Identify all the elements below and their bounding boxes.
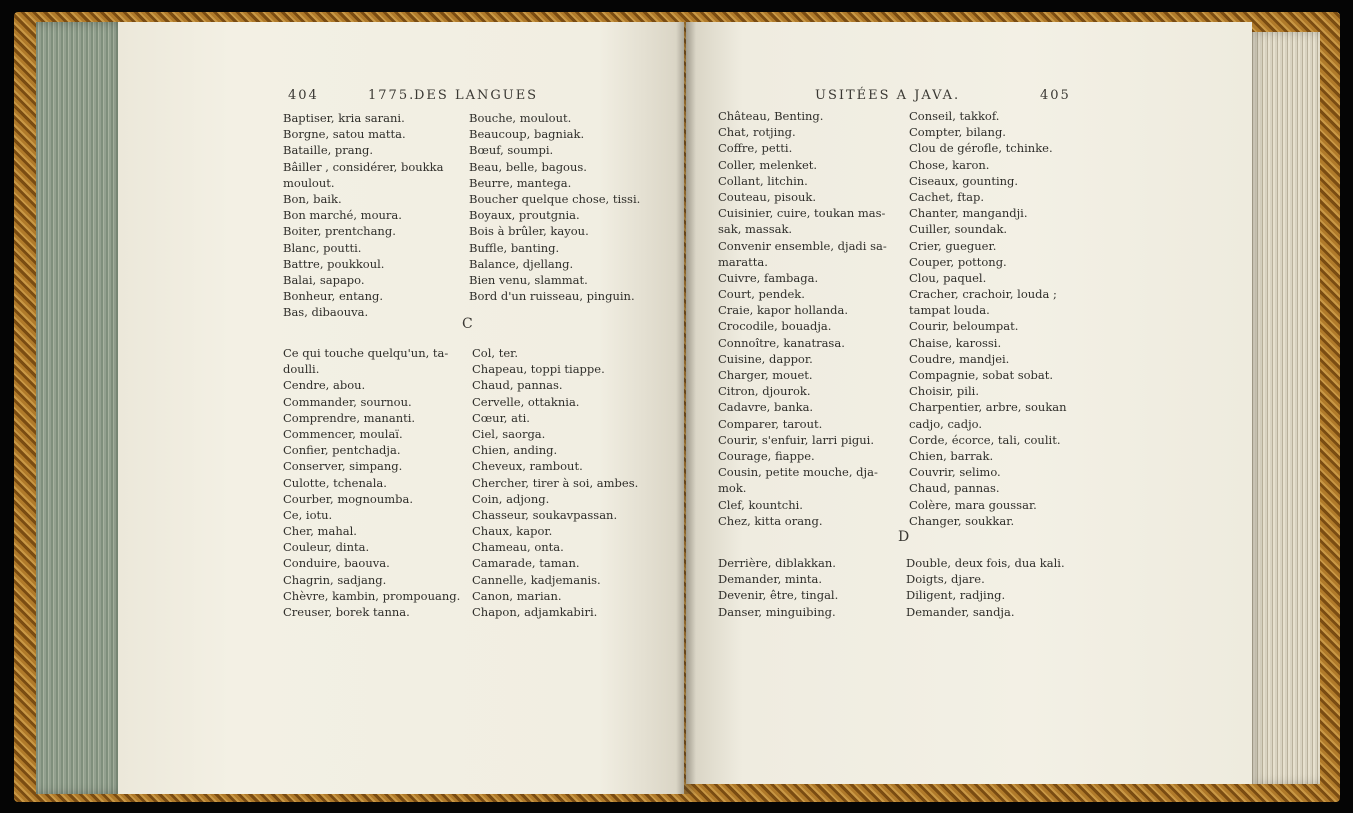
entry-line: Beaucoup, bagniak. <box>469 127 585 142</box>
entry-line: Balance, djellang. <box>469 256 574 271</box>
entry-line: Bon marché, moura. <box>283 208 402 223</box>
entry-line: doulli. <box>283 362 320 377</box>
entry-line: Beurre, mantega. <box>469 175 572 190</box>
entry-line: Courage, fiappe. <box>718 448 815 463</box>
entry-line: sak, massak. <box>718 222 793 237</box>
entry-line: Doigts, djare. <box>906 572 985 587</box>
entry-line: Courber, mognoumba. <box>283 491 414 506</box>
entry-line: maratta. <box>718 254 768 269</box>
entry-line: Chapeau, toppi tiappe. <box>472 362 605 377</box>
entry-line: Chasseur, soukavpassan. <box>472 507 618 522</box>
left-col1-bottom <box>283 345 460 620</box>
entry-line: Court, pendek. <box>718 287 805 302</box>
entry-line: Danser, minguibing. <box>718 604 836 619</box>
entry-line: Chameau, onta. <box>472 540 564 555</box>
entry-line: Citron, djourok. <box>718 384 811 399</box>
entry-line: Chien, anding. <box>472 443 558 458</box>
right-col1-top <box>718 108 887 529</box>
entry-line: Colère, mara goussar. <box>909 497 1037 512</box>
entry-line: Bas, dibaouva. <box>283 305 369 320</box>
left-running-title: DES LANGUES <box>414 88 539 103</box>
entry-line: Conseil, takkof. <box>909 109 1000 123</box>
entry-line: Clou de gérofle, tchinke. <box>909 141 1053 156</box>
entry-line: cadjo, cadjo. <box>909 416 983 431</box>
entry-line: Bonheur, entang. <box>283 289 384 304</box>
entry-line: Ciseaux, gounting. <box>909 173 1019 188</box>
entry-line: Chèvre, kambin, prompouang. <box>283 588 461 603</box>
entry-line: Cuisine, dappor. <box>718 351 813 366</box>
entry-line: Coller, melenket. <box>718 157 818 172</box>
entry-line: Chez, kitta orang. <box>718 513 823 528</box>
entry-line: Blanc, poutti. <box>283 240 362 255</box>
left-col2-bottom <box>472 345 638 620</box>
entry-line: Bœuf, soumpi. <box>469 143 554 158</box>
entry-line: Devenir, être, tingal. <box>718 588 839 603</box>
entry-line: Connoître, kanatrasa. <box>718 335 845 350</box>
right-running-title: USITÉES A JAVA. <box>815 88 961 103</box>
entry-line: Boucher quelque chose, tissi. <box>469 191 641 206</box>
entry-line: Charger, mouet. <box>718 368 813 382</box>
entry-line: Boyaux, proutgnia. <box>469 208 580 223</box>
entry-line: Craie, kapor hollanda. <box>718 303 849 318</box>
entry-line: mok. <box>718 481 747 496</box>
entry-line: Crier, gueguer. <box>909 238 997 253</box>
entry-line: Diligent, radjing. <box>906 588 1006 603</box>
entry-line: Camarade, taman. <box>472 556 580 571</box>
entry-line: Bouche, moulout. <box>469 111 572 125</box>
entry-line: Chagrin, sadjang. <box>283 572 387 587</box>
entry-line: Commander, sournou. <box>283 394 412 409</box>
book-gutter <box>676 22 696 794</box>
entry-line: Coin, adjong. <box>472 491 550 506</box>
entry-line: Bâiller , considérer, boukka <box>283 159 444 174</box>
entry-line: Double, deux fois, dua kali. <box>906 556 1065 570</box>
right-col2-top <box>909 108 1067 529</box>
left-col1-top <box>283 110 443 320</box>
entry-line: Chaud, pannas. <box>909 481 1000 496</box>
entry-line: Compagnie, sobat sobat. <box>909 368 1054 382</box>
entry-line: Cher, mahal. <box>283 524 357 539</box>
entry-line: Bon, baik. <box>283 191 342 206</box>
entry-line: Col, ter. <box>472 346 519 360</box>
entry-line: Chercher, tirer à soi, ambes. <box>472 475 639 490</box>
entry-line: Cracher, crachoir, louda ; <box>909 287 1057 302</box>
entry-line: Chaise, karossi. <box>909 335 1002 350</box>
left-section-letter: C <box>462 316 473 332</box>
right-col1-bottom <box>718 555 838 620</box>
left-page-year: 1775. <box>368 88 416 103</box>
entry-line: Courir, s'enfuir, larri pigui. <box>718 432 875 447</box>
entry-line: Cadavre, banka. <box>718 400 814 415</box>
entry-line: Cœur, ati. <box>472 410 530 425</box>
entry-line: Crocodile, bouadja. <box>718 319 832 334</box>
entry-line: Cachet, ftap. <box>909 189 984 204</box>
entry-line: Couteau, pisouk. <box>718 189 817 204</box>
entry-line: Cannelle, kadjemanis. <box>472 572 601 587</box>
entry-line: Ce qui touche quelqu'un, ta- <box>283 346 449 360</box>
entry-line: Bois à brûler, kayou. <box>469 224 589 239</box>
right-page-number: 405 <box>1040 88 1071 103</box>
entry-line: Cendre, abou. <box>283 378 366 393</box>
entry-line: Cuisinier, cuire, toukan mas- <box>718 206 886 221</box>
entry-line: Courir, beloumpat. <box>909 319 1019 334</box>
entry-line: Château, Benting. <box>718 109 824 123</box>
entry-line: Corde, écorce, tali, coulit. <box>909 432 1061 447</box>
entry-line: Bataille, prang. <box>283 143 374 158</box>
right-col2-bottom <box>906 555 1065 620</box>
entry-line: Buffle, banting. <box>469 240 560 255</box>
entry-line: Demander, minta. <box>718 572 823 587</box>
entry-line: Chien, barrak. <box>909 448 994 463</box>
entry-line: Conduire, baouva. <box>283 556 390 571</box>
entry-line: Cousin, petite mouche, dja- <box>718 465 878 480</box>
entry-line: Chose, karon. <box>909 157 990 172</box>
entry-line: Comparer, tarout. <box>718 416 823 431</box>
entry-line: Cervelle, ottaknia. <box>472 394 580 409</box>
entry-line: Changer, soukkar. <box>909 513 1015 528</box>
left-col2-top <box>469 110 640 304</box>
entry-line: Chaud, pannas. <box>472 378 563 393</box>
entry-line: Comprendre, mananti. <box>283 410 416 425</box>
entry-line: Canon, marian. <box>472 588 562 603</box>
entry-line: Commencer, moulaï. <box>283 426 403 441</box>
entry-line: Ce, iotu. <box>283 507 333 522</box>
entry-line: Chat, rotjing. <box>718 125 796 140</box>
entry-line: Boiter, prentchang. <box>283 224 396 239</box>
entry-line: Culotte, tchenala. <box>283 475 387 490</box>
entry-line: Compter, bilang. <box>909 125 1006 140</box>
entry-line: Borgne, satou matta. <box>283 127 406 142</box>
entry-line: Battre, poukkoul. <box>283 256 385 271</box>
entry-line: Couper, pottong. <box>909 254 1007 269</box>
entry-line: tampat louda. <box>909 303 990 318</box>
entry-line: Coffre, petti. <box>718 141 793 156</box>
entry-line: Choisir, pili. <box>909 384 979 399</box>
entry-line: Collant, litchin. <box>718 173 808 188</box>
page-edges-left <box>36 22 126 794</box>
entry-line: Cuiller, soundak. <box>909 222 1008 237</box>
entry-line: Baptiser, kria sarani. <box>283 111 405 125</box>
entry-line: Coudre, mandjei. <box>909 351 1010 366</box>
left-page-number: 404 <box>288 88 319 103</box>
entry-line: Ciel, saorga. <box>472 426 546 441</box>
entry-line: Bord d'un ruisseau, pinguin. <box>469 289 635 304</box>
entry-line: Bien venu, slammat. <box>469 272 588 287</box>
entry-line: Cheveux, rambout. <box>472 459 583 474</box>
entry-line: Derrière, diblakkan. <box>718 556 836 570</box>
entry-line: moulout. <box>283 175 335 190</box>
entry-line: Clou, paquel. <box>909 270 987 285</box>
entry-line: Chapon, adjamkabiri. <box>472 605 598 619</box>
entry-line: Conserver, simpang. <box>283 459 403 474</box>
entry-line: Convenir ensemble, djadi sa- <box>718 238 887 253</box>
right-section-letter: D <box>898 529 910 545</box>
entry-line: Couvrir, selimo. <box>909 465 1001 480</box>
entry-line: Beau, belle, bagous. <box>469 159 587 174</box>
entry-line: Couleur, dinta. <box>283 540 370 555</box>
entry-line: Demander, sandja. <box>906 604 1015 619</box>
entry-line: Chaux, kapor. <box>472 524 553 539</box>
entry-line: Clef, kountchi. <box>718 497 803 512</box>
entry-line: Cuivre, fambaga. <box>718 270 819 285</box>
entry-line: Creuser, borek tanna. <box>283 605 410 619</box>
entry-line: Balai, sapapo. <box>283 272 365 287</box>
entry-line: Chanter, mangandji. <box>909 206 1028 221</box>
page-edges-right <box>1250 32 1320 784</box>
entry-line: Charpentier, arbre, soukan <box>909 400 1067 415</box>
entry-line: Confier, pentchadja. <box>283 443 401 458</box>
